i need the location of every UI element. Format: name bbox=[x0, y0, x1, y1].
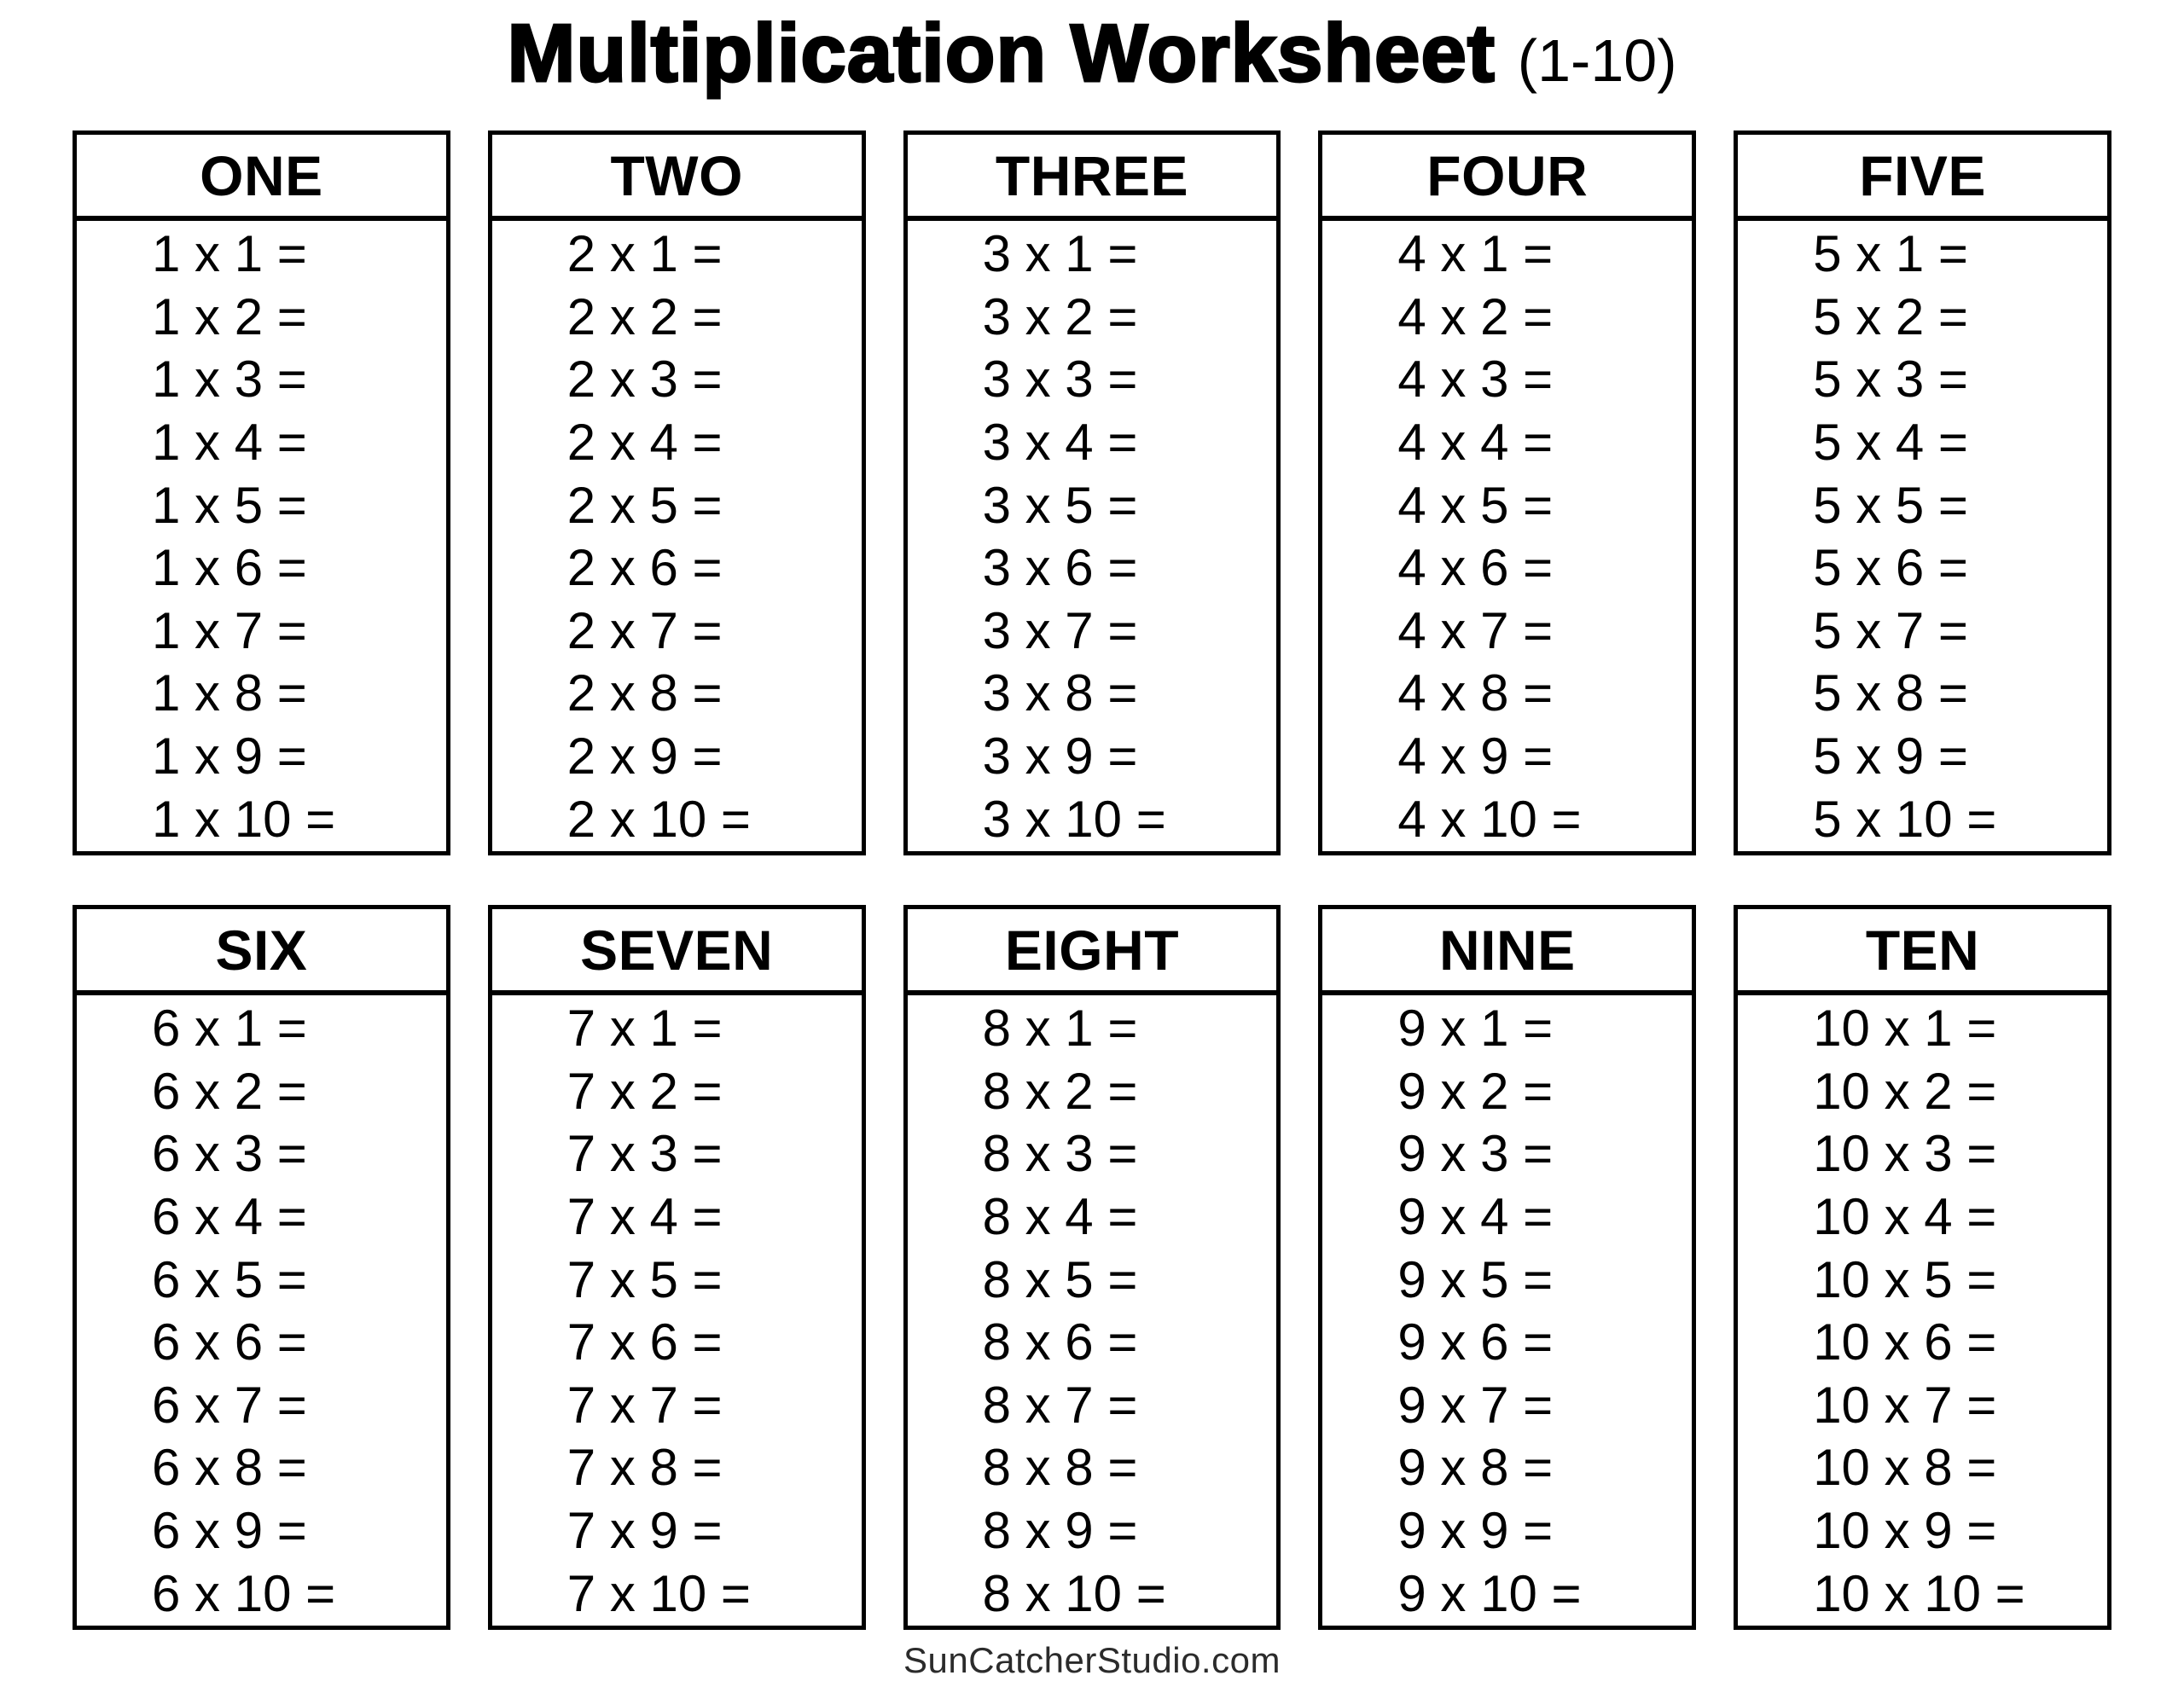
times-table-two bbox=[488, 130, 866, 855]
problem-row: 5 x 4 = bbox=[1813, 414, 1968, 472]
table-body bbox=[77, 995, 446, 1626]
problem-row: 9 x 1 = bbox=[1397, 1000, 1554, 1058]
table-body bbox=[1738, 221, 2107, 851]
problem-row: 1 x 3 = bbox=[152, 351, 307, 409]
page-title: Multiplication Worksheet bbox=[507, 8, 1496, 99]
table-header: TWO bbox=[492, 135, 862, 221]
problem-row: 9 x 5 = bbox=[1397, 1250, 1554, 1308]
table-header: FOUR bbox=[1322, 135, 1692, 221]
problem-row: 2 x 9 = bbox=[566, 728, 723, 786]
problem-row: 6 x 8 = bbox=[152, 1439, 307, 1497]
problem-row: 6 x 10 = bbox=[152, 1564, 336, 1622]
table-header: NINE bbox=[1322, 909, 1692, 995]
problem-row: 3 x 6 = bbox=[982, 539, 1138, 597]
problem-row: 2 x 5 = bbox=[566, 476, 723, 534]
problem-row: 3 x 3 = bbox=[982, 351, 1138, 409]
footer-credit: SunCatcherStudio.com bbox=[903, 1640, 1281, 1680]
problem-row: 10 x 6 = bbox=[1813, 1313, 1997, 1371]
footer-row bbox=[0, 1640, 2184, 1681]
problem-row: 1 x 9 = bbox=[152, 728, 307, 786]
problem-row: 3 x 10 = bbox=[982, 790, 1166, 848]
table-body bbox=[908, 995, 1277, 1626]
problem-row: 1 x 4 = bbox=[152, 414, 307, 472]
problem-row: 5 x 3 = bbox=[1813, 351, 1968, 409]
problem-row: 2 x 4 = bbox=[566, 414, 723, 472]
title-row bbox=[0, 0, 2184, 130]
problem-row: 3 x 5 = bbox=[982, 476, 1138, 534]
problem-row: 1 x 2 = bbox=[152, 287, 307, 345]
problem-row: 3 x 4 = bbox=[982, 414, 1138, 472]
problem-row: 8 x 9 = bbox=[982, 1502, 1138, 1560]
worksheet-grid bbox=[0, 130, 2184, 1630]
problem-row: 10 x 9 = bbox=[1813, 1502, 1997, 1560]
title-range: (1-10) bbox=[1517, 27, 1677, 94]
problem-row: 10 x 10 = bbox=[1813, 1564, 2025, 1622]
problem-row: 8 x 6 = bbox=[982, 1313, 1138, 1371]
times-table-nine bbox=[1318, 905, 1696, 1630]
problem-row: 6 x 1 = bbox=[152, 1000, 307, 1058]
problem-row: 10 x 7 = bbox=[1813, 1376, 1997, 1434]
times-table-one bbox=[73, 130, 450, 855]
problem-row: 8 x 8 = bbox=[982, 1439, 1138, 1497]
problem-row: 2 x 6 = bbox=[566, 539, 723, 597]
problem-row: 8 x 1 = bbox=[982, 1000, 1138, 1058]
times-table-three bbox=[903, 130, 1281, 855]
problem-row: 5 x 5 = bbox=[1813, 476, 1968, 534]
problem-row: 3 x 9 = bbox=[982, 728, 1138, 786]
problem-row: 7 x 4 = bbox=[566, 1188, 723, 1246]
problem-row: 6 x 5 = bbox=[152, 1250, 307, 1308]
problem-row: 2 x 1 = bbox=[566, 225, 723, 283]
table-header: EIGHT bbox=[908, 909, 1277, 995]
problem-row: 10 x 1 = bbox=[1813, 1000, 1997, 1058]
problem-row: 7 x 2 = bbox=[566, 1062, 723, 1120]
problem-row: 7 x 5 = bbox=[566, 1250, 723, 1308]
problem-row: 6 x 4 = bbox=[152, 1188, 307, 1246]
problem-row: 5 x 10 = bbox=[1813, 790, 1997, 848]
times-table-ten bbox=[1734, 905, 2111, 1630]
problem-row: 4 x 9 = bbox=[1397, 728, 1554, 786]
times-table-five bbox=[1734, 130, 2111, 855]
times-table-seven bbox=[488, 905, 866, 1630]
problem-row: 4 x 3 = bbox=[1397, 351, 1554, 409]
problem-row: 7 x 9 = bbox=[566, 1502, 723, 1560]
problem-row: 9 x 2 = bbox=[1397, 1062, 1554, 1120]
problem-row: 2 x 3 = bbox=[566, 351, 723, 409]
problem-row: 8 x 2 = bbox=[982, 1062, 1138, 1120]
problem-row: 10 x 3 = bbox=[1813, 1125, 1997, 1183]
problem-row: 7 x 3 = bbox=[566, 1125, 723, 1183]
problem-row: 1 x 5 = bbox=[152, 476, 307, 534]
problem-row: 8 x 7 = bbox=[982, 1376, 1138, 1434]
table-header: THREE bbox=[908, 135, 1277, 221]
problem-row: 9 x 4 = bbox=[1397, 1188, 1554, 1246]
problem-row: 9 x 9 = bbox=[1397, 1502, 1554, 1560]
problem-row: 6 x 9 = bbox=[152, 1502, 307, 1560]
problem-row: 5 x 6 = bbox=[1813, 539, 1968, 597]
problem-row: 8 x 5 = bbox=[982, 1250, 1138, 1308]
problem-row: 1 x 8 = bbox=[152, 664, 307, 722]
problem-row: 4 x 5 = bbox=[1397, 476, 1554, 534]
problem-row: 3 x 1 = bbox=[982, 225, 1138, 283]
table-body bbox=[1322, 995, 1692, 1626]
table-body bbox=[492, 995, 862, 1626]
problem-row: 9 x 6 = bbox=[1397, 1313, 1554, 1371]
problem-row: 4 x 10 = bbox=[1397, 790, 1582, 848]
problem-row: 1 x 6 = bbox=[152, 539, 307, 597]
problem-row: 2 x 8 = bbox=[566, 664, 723, 722]
problem-row: 9 x 8 = bbox=[1397, 1439, 1554, 1497]
problem-row: 3 x 7 = bbox=[982, 601, 1138, 659]
problem-row: 9 x 7 = bbox=[1397, 1376, 1554, 1434]
problem-row: 4 x 7 = bbox=[1397, 601, 1554, 659]
problem-row: 4 x 4 = bbox=[1397, 414, 1554, 472]
times-table-eight bbox=[903, 905, 1281, 1630]
table-body bbox=[1322, 221, 1692, 851]
table-body bbox=[77, 221, 446, 851]
problem-row: 8 x 10 = bbox=[982, 1564, 1166, 1622]
problem-row: 4 x 8 = bbox=[1397, 664, 1554, 722]
problem-row: 7 x 7 = bbox=[566, 1376, 723, 1434]
grid-row-bottom bbox=[73, 905, 2111, 1630]
problem-row: 5 x 1 = bbox=[1813, 225, 1968, 283]
problem-row: 7 x 8 = bbox=[566, 1439, 723, 1497]
problem-row: 3 x 2 = bbox=[982, 287, 1138, 345]
times-table-six bbox=[73, 905, 450, 1630]
problem-row: 8 x 4 = bbox=[982, 1188, 1138, 1246]
problem-row: 5 x 7 = bbox=[1813, 601, 1968, 659]
problem-row: 6 x 6 = bbox=[152, 1313, 307, 1371]
table-header: ONE bbox=[77, 135, 446, 221]
problem-row: 10 x 5 = bbox=[1813, 1250, 1997, 1308]
problem-row: 10 x 8 = bbox=[1813, 1439, 1997, 1497]
problem-row: 7 x 1 = bbox=[566, 1000, 723, 1058]
problem-row: 4 x 2 = bbox=[1397, 287, 1554, 345]
problem-row: 6 x 3 = bbox=[152, 1125, 307, 1183]
problem-row: 1 x 10 = bbox=[152, 790, 336, 848]
problem-row: 1 x 7 = bbox=[152, 601, 307, 659]
problem-row: 9 x 3 = bbox=[1397, 1125, 1554, 1183]
table-header: TEN bbox=[1738, 909, 2107, 995]
table-body bbox=[1738, 995, 2107, 1626]
problem-row: 2 x 7 = bbox=[566, 601, 723, 659]
page-title-group bbox=[507, 9, 1676, 99]
problem-row: 7 x 6 = bbox=[566, 1313, 723, 1371]
table-header: SIX bbox=[77, 909, 446, 995]
grid-row-top bbox=[73, 130, 2111, 855]
problem-row: 10 x 4 = bbox=[1813, 1188, 1997, 1246]
problem-row: 6 x 2 = bbox=[152, 1062, 307, 1120]
problem-row: 5 x 8 = bbox=[1813, 664, 1968, 722]
problem-row: 2 x 2 = bbox=[566, 287, 723, 345]
problem-row: 5 x 2 = bbox=[1813, 287, 1968, 345]
problem-row: 4 x 1 = bbox=[1397, 225, 1554, 283]
problem-row: 9 x 10 = bbox=[1397, 1564, 1582, 1622]
problem-row: 10 x 2 = bbox=[1813, 1062, 1997, 1120]
problem-row: 8 x 3 = bbox=[982, 1125, 1138, 1183]
times-table-four bbox=[1318, 130, 1696, 855]
problem-row: 4 x 6 = bbox=[1397, 539, 1554, 597]
problem-row: 6 x 7 = bbox=[152, 1376, 307, 1434]
table-body bbox=[908, 221, 1277, 851]
problem-row: 7 x 10 = bbox=[566, 1564, 751, 1622]
problem-row: 1 x 1 = bbox=[152, 225, 307, 283]
table-header: SEVEN bbox=[492, 909, 862, 995]
table-body bbox=[492, 221, 862, 851]
problem-row: 3 x 8 = bbox=[982, 664, 1138, 722]
table-header: FIVE bbox=[1738, 135, 2107, 221]
problem-row: 2 x 10 = bbox=[566, 790, 751, 848]
problem-row: 5 x 9 = bbox=[1813, 728, 1968, 786]
